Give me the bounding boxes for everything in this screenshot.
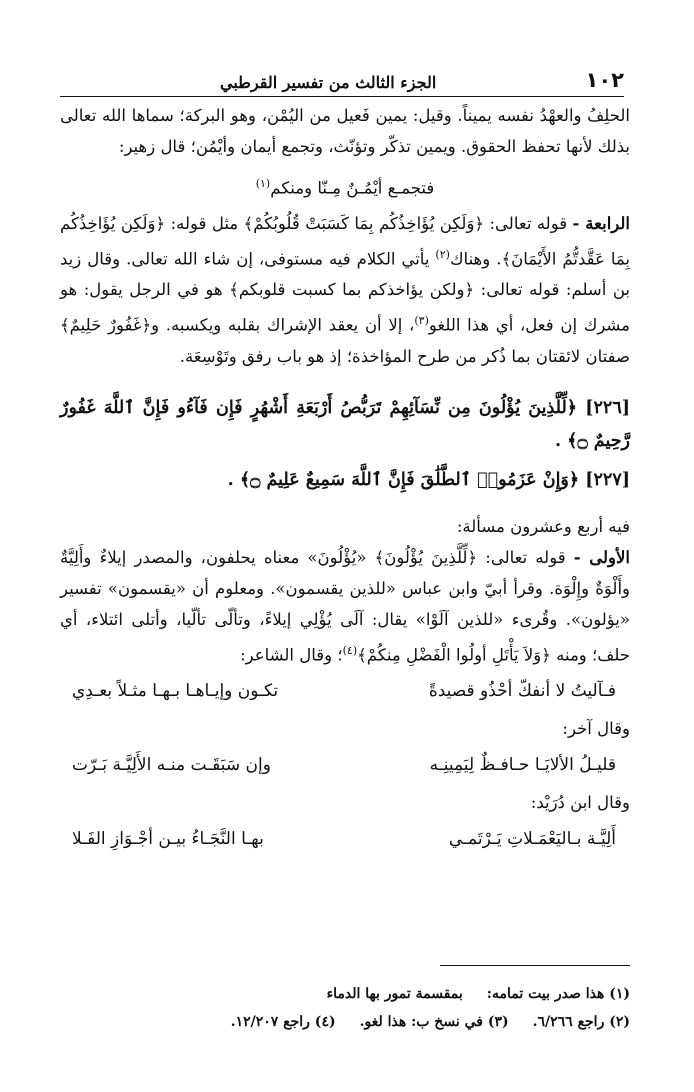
poem-hemistich-second: تكـون وإيـاهـا بـهـا مثـلاً بعـدِي	[72, 681, 279, 701]
footnote-row-2	[60, 1008, 630, 1036]
footnote-text: بمقسمة تمور بها الدماء	[326, 986, 463, 1002]
poem-intro: وقال ابن دُرَيْد:	[530, 793, 630, 812]
text-line: ، إلا أن يعقد الإشراك بقلبه ويكسبه.	[165, 315, 415, 335]
poem-intro: وقال آخر:	[562, 719, 630, 738]
text-line: و﴿غَفُورٌ حَلِيمٌ﴾ صفتان لائقتان بما ذُكر من طرح المؤاخذة؛ إذ هو باب رفق وتَوْسِعَة.	[60, 315, 630, 366]
footnote-3: (٣) في نسخ ب: هذا لغو.	[359, 1014, 509, 1030]
text-line: يأتي الكلام فيه مستوفى، إن شاء الله تعالى.	[126, 249, 436, 268]
ayah-226	[60, 392, 630, 458]
verse-line	[60, 168, 630, 204]
ayah-number: [٢٢٦]	[585, 397, 630, 418]
poem-hemistich-second: بهـا النَّجَـاءُ بيـن أجْـوَازِ الفَـلا	[72, 829, 264, 849]
verse-text: فتجمـع أيْمُـنٌ مِـنّا ومنكم	[270, 178, 435, 198]
spacer	[60, 372, 630, 386]
poem-couplet-1	[72, 676, 616, 707]
poem-hemistich-first: فـآليتُ لا أنفكّ أحْذُو قصيدةً	[428, 681, 616, 701]
page-number: ١٠٢	[585, 68, 624, 92]
text-line: قوله تعالى: ﴿وَلَكِن يُؤَاخِذُكُم بِمَا كَسَبَتْ قُلُوبُكُمْ﴾ مثل قوله: ﴿وَلَكِن	[120, 213, 573, 233]
poem-couplet-2	[72, 750, 616, 781]
footnotes	[60, 980, 630, 1036]
footnote-ref: (١)	[255, 177, 271, 190]
ayah-text: ﴿وَإِنْ عَزَمُوا۟ ٱلطَّلَٰقَ فَإِنَّ ٱللَّهَ سَمِيعٌ عَلِيمٌ ۝﴾ .	[227, 469, 580, 490]
poem-hemistich-first: أَلِيَّـة بـاليَعْمَـلاتِ يَـرْتَمـي	[448, 829, 616, 849]
poem-hemistich-first: قليـلُ الألايَـا حـافـظٌ لِيَمِينِـه	[429, 755, 616, 775]
text-line: الحلِفُ والعهْدُ نفسه يميناً. وقيل: يمين فَعيل من اليُمْن، وهو البركة؛ سماها الله تعالى	[60, 106, 630, 125]
ayah-text: ﴿لِّلَّذِينَ يُؤْلُونَ مِن نِّسَآئِهِمْ تَرَبُّصُ أَرْبَعَةِ أَشْهُرٍ فَإِن فَآءُو فَإِنَّ ٱللَّهَ غَفُورٌ رَّحِيمٌ ۝﴾ .	[60, 397, 630, 451]
running-head: الجزء الثالث من تفسير القرطبي	[220, 73, 437, 92]
text-line: يقول: هو مشرك إن فعل، أي هذا اللغو	[60, 280, 630, 335]
text-line: فيه أربع وعشرون مسألة:	[456, 516, 630, 536]
paragraph-2	[60, 208, 630, 372]
text-line: بذلك لأنها تحفظ الحقوق. ويمين تذكّر وتؤنّث، وتجمع أيمان وأيْمُن؛ قال زهير:	[118, 137, 630, 156]
footnote-4: (٤) راجع ١٢/٢٠٧.	[230, 1014, 336, 1030]
paragraph-1	[60, 100, 630, 162]
footnote-1	[60, 980, 630, 1008]
footnote-divider	[440, 965, 630, 966]
text-line: قوله تعالى: ﴿لِّلَّذِينَ يُؤْلُونَ﴾ «يُؤْلُونَ» معناه يحلفون، والمصدر إيلاءٌ	[99, 547, 574, 567]
text-line: ؛ وقال الشاعر:	[240, 645, 343, 664]
text-line: «يؤلون». وقُرىء «للذين آلَوْا» يقال: آلَى يُؤْلِي إيلاءً، وتألّى تألّيا، وأتلى ائتلاء، أي	[60, 609, 630, 629]
footnote-2: (٢) راجع ٦/٢٦٦.	[532, 1014, 630, 1030]
spacer	[60, 497, 630, 511]
text-line: وأَلِيَّةٌ وأَلْوَةٌ وإِلْوَة. وقرأ أبيّ وابن عباس «للذين يقسمون». ومعلوم أن «يقسمون» تفسير	[60, 547, 630, 598]
page-header	[60, 62, 624, 97]
footnote-label: (١) هذا صدر بيت تمامه:	[486, 986, 630, 1002]
page-body	[60, 100, 630, 861]
ayah-number: [٢٢٧]	[585, 469, 630, 490]
section-lead: الرابعة -	[572, 213, 630, 233]
footnote-ref: (٤)	[342, 643, 358, 657]
footnote-ref: (٣)	[414, 314, 429, 327]
poem-hemistich-second: وإن سَبَقَـت منـه الأَلِيَّـة بَـرّت	[72, 755, 271, 775]
text-line: حلف؛ ومنه ﴿وَلاَ يَأْتَلِ أولُوا الْفَضْلِ مِنكُمْ﴾	[357, 645, 630, 664]
poem-couplet-3	[72, 824, 616, 855]
ayah-227	[60, 464, 630, 497]
text-line: وقال زيد بن أسلم: قوله تعالى: ﴿ولكن يؤاخذكم بما كسبت قلوبكم﴾ هو في الرجل	[60, 249, 630, 299]
paragraph-4	[60, 542, 630, 671]
text-line: يُؤَاخِذُكُم بِمَا عَقَّدتُّمُ الأَيْمَانَ﴾. وهناك	[60, 213, 630, 268]
paragraph-3	[60, 511, 630, 542]
footnote-ref: (٢)	[435, 247, 450, 261]
section-lead: الأولى -	[573, 547, 630, 567]
